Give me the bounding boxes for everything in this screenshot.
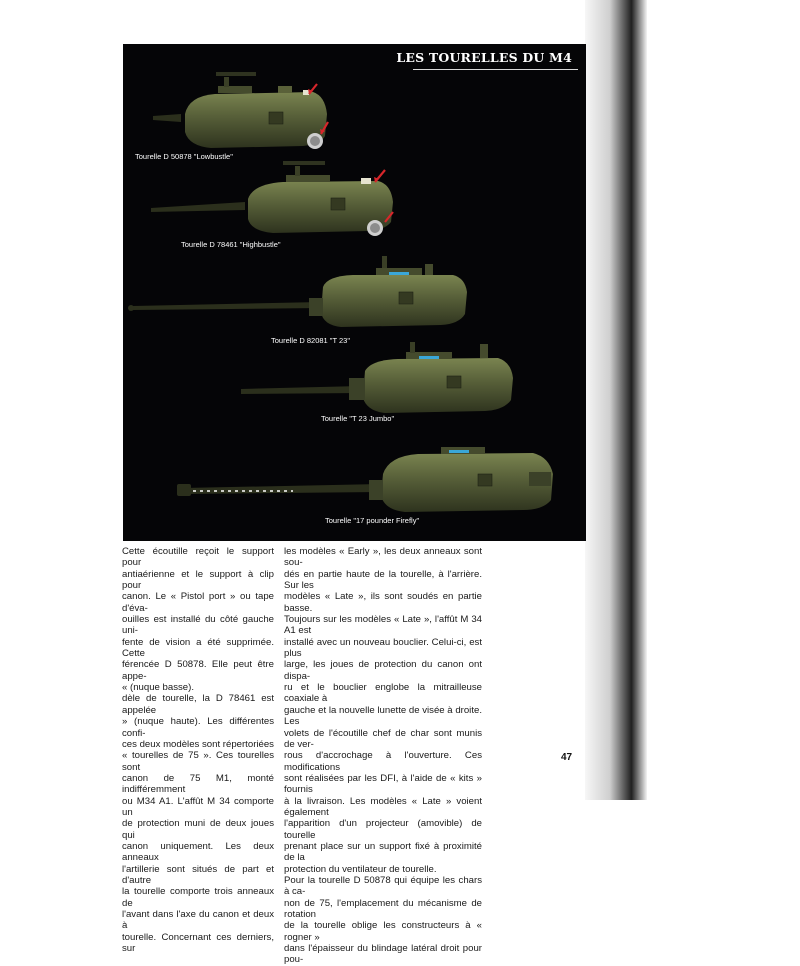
text-column-left (122, 546, 274, 954)
turret-highbustle-drawing (151, 161, 393, 236)
page-edge-shadow (585, 0, 800, 800)
text-line: sont réalisées par les DFI, à l'aide de « kits » fournis (284, 772, 482, 796)
text-line: large, les joues de protection du canon ont dispa- (284, 659, 482, 682)
text-line: l'avant dans l'axe du canon et deux à (122, 909, 274, 932)
turret-t23-jumbo-drawing (241, 342, 513, 413)
plate-title: LES TOURELLES DU M4 (396, 50, 572, 65)
turrets-drawing (123, 44, 586, 541)
text-line: l'artillerie sont situés de part et d'autre (122, 863, 274, 886)
turret-firefly-drawing (177, 447, 553, 512)
turret-t23-drawing (128, 256, 467, 327)
text-line: protection du ventilateur de tourelle. (284, 863, 437, 875)
text-line: les modèles « Early », les deux anneaux sont sou- (284, 546, 482, 569)
text-line: volets de l'écoutille chef de char sont munis de ver- (284, 727, 482, 750)
text-line: canon. Le « Pistol port » ou tape d'éva- (122, 591, 274, 614)
text-line: « tourelles de 75 ». Ces tourelles sont (122, 750, 274, 773)
caption-highbustle: Tourelle D 78461 "Highbustle" (181, 240, 281, 249)
text-line: tourelle. Concernant ces derniers, sur (122, 931, 274, 955)
text-line: Cette écoutille reçoit le support pour (122, 546, 274, 569)
text-line: « (nuque basse). (122, 682, 194, 694)
text-line: ces deux modèles sont répertoriées (122, 738, 274, 750)
text-line: dèle de tourelle, la D 78461 est appelée (122, 693, 274, 716)
text-line: rous d'accrochage à l'ouverture. Ces modifications (284, 750, 482, 773)
text-line: de protection muni de deux joues qui (122, 818, 274, 841)
text-line: férencée D 50878. Elle peut être appe- (122, 659, 274, 682)
text-line: canon uniquement. Les deux anneaux (122, 840, 274, 864)
text-line: fente de vision a été supprimée. Cette (122, 636, 274, 660)
text-line: la tourelle comporte trois anneaux de (122, 886, 274, 909)
text-line: Toujours sur les modèles « Late », l'affût M 34 A1 est (284, 614, 482, 637)
text-line: de la tourelle oblige les constructeurs à « rogner » (284, 920, 482, 943)
page-number: 47 (561, 752, 573, 763)
text-line: ouilles est installé du côté gauche uni- (122, 614, 274, 637)
caption-t23-jumbo: Tourelle "T 23 Jumbo" (321, 414, 395, 423)
caption-lowbustle: Tourelle D 50878 "Lowbustle" (135, 152, 233, 161)
turret-lowbustle-drawing (153, 72, 328, 149)
text-line: Pour la tourelle D 50878 qui équipe les chars à ca- (284, 874, 482, 898)
text-line: installé avec un nouveau bouclier. Celui-ci, est plus (284, 636, 482, 660)
caption-firefly: Tourelle "17 pounder Firefly" (325, 516, 420, 525)
turret-illustration-plate (123, 44, 586, 541)
text-line: à la livraison. Les modèles « Late » voient également (284, 795, 482, 818)
text-column-right (284, 546, 482, 966)
text-line: canon de 75 M1, monté indifféremment (122, 772, 274, 796)
text-line: prenant place sur un support fixé à proximité de la (284, 840, 482, 864)
text-line: non de 75, l'emplacement du mécanisme de rotation (284, 897, 482, 920)
text-line: dans l'épaisseur du blindage latéral droit pour pou- (284, 943, 482, 966)
text-line: dés en partie haute de la tourelle, à l'arrière. Sur les (284, 568, 482, 592)
text-line: l'apparition d'un projecteur (amovible) de tourelle (284, 818, 482, 841)
text-line: gauche et la nouvelle lunette de visée à droite. Les (284, 704, 482, 728)
text-line: » (nuque haute). Les différentes confi- (122, 716, 274, 739)
caption-t23: Tourelle D 82081 "T 23" (271, 336, 350, 345)
text-line: modèles « Late », ils sont soudés en partie basse. (284, 591, 482, 614)
text-line: antiaérienne et le support à clip pour (122, 568, 274, 592)
text-line: ou M34 A1. L'affût M 34 comporte un (122, 795, 274, 818)
text-line: ru et le bouclier englobe la mitrailleuse coaxiale à (284, 682, 482, 705)
